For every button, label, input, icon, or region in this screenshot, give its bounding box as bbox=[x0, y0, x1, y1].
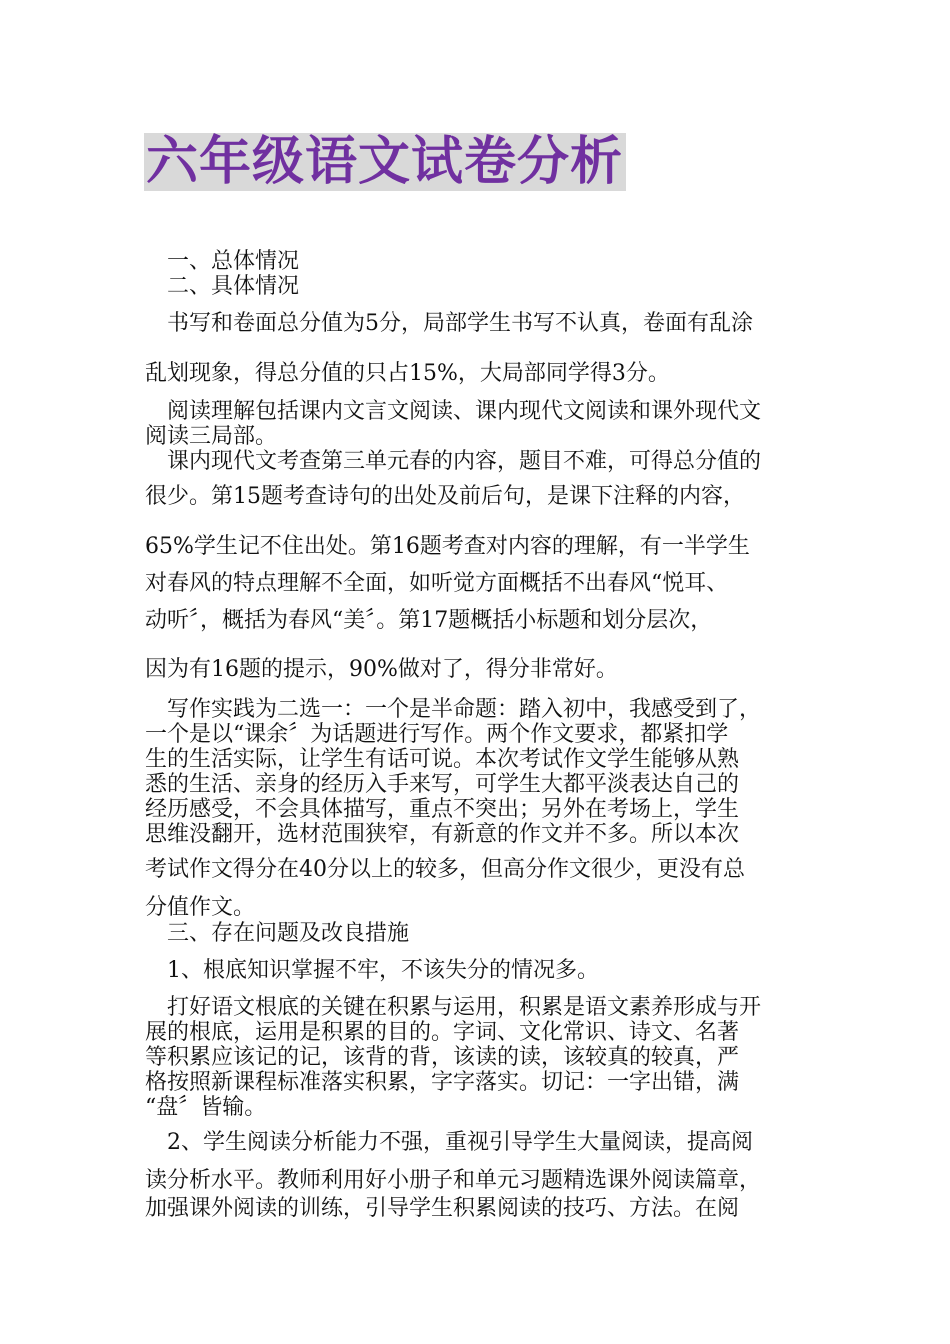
text-line: 思维没翻开，选材范围狭窄，有新意的作文并不多。所以本次 bbox=[145, 822, 740, 847]
text-line: 课内现代文考查第三单元春的内容，题目不难，可得总分值的 bbox=[145, 449, 762, 474]
text-line: 2、学生阅读分析能力不强，重视引导学生大量阅读，提高阅 bbox=[145, 1130, 753, 1155]
text-line: 经历感受，不会具体描写，重点不突出；另外在考场上，学生 bbox=[145, 797, 740, 822]
text-line: 等积累应该记的记，该背的背，该读的读，该较真的较真，严 bbox=[145, 1045, 740, 1070]
text-line: 考试作文得分在40分以上的较多，但高分作文很少，更没有总 bbox=[145, 857, 745, 882]
text-line: 动听〞，概括为春风“美〞。第17题概括小标题和划分层次， bbox=[145, 608, 713, 633]
text-line: 很少。第15题考查诗句的出处及前后句，是课下注释的内容， bbox=[145, 484, 745, 509]
text-line: 阅读三局部。 bbox=[145, 424, 278, 449]
text-line: 写作实践为二选一：一个是半命题：踏入初中，我感受到了， bbox=[145, 697, 762, 722]
text-line: 阅读理解包括课内文言文阅读、课内现代文阅读和课外现代文 bbox=[145, 399, 762, 424]
text-line: 打好语文根底的关键在积累与运用，积累是语文素养形成与开 bbox=[145, 995, 762, 1020]
text-line: 一、总体情况 bbox=[145, 249, 300, 274]
text-line: 展的根底，运用是积累的目的。字词、文化常识、诗文、名著 bbox=[145, 1020, 740, 1045]
text-line: 二、具体情况 bbox=[145, 274, 300, 299]
text-line: 读分析水平。教师利用好小册子和单元习题精选课外阅读篇章， bbox=[145, 1168, 762, 1193]
text-line: 一个是以“课余〞为话题进行写作。两个作文要求，都紧扣学 bbox=[145, 722, 729, 747]
text-line: 对春风的特点理解不全面，如听觉方面概括不出春风“悦耳、 bbox=[145, 571, 729, 596]
text-line: 格按照新课程标准落实积累，字字落实。切记：一字出错，满 bbox=[145, 1070, 740, 1095]
text-line: 因为有16题的提示，90%做对了，得分非常好。 bbox=[145, 657, 618, 682]
text-line: 悉的生活、亲身的经历入手来写，可学生大都平淡表达自己的 bbox=[145, 772, 740, 797]
text-line: 三、存在问题及改良措施 bbox=[145, 921, 410, 946]
text-line: 分值作文。 bbox=[145, 895, 256, 920]
text-line: 加强课外阅读的训练，引导学生积累阅读的技巧、方法。在阅 bbox=[145, 1196, 740, 1221]
text-line: 1、根底知识掌握不牢，不该失分的情况多。 bbox=[145, 958, 599, 983]
text-line: “盘〞皆输。 bbox=[145, 1095, 267, 1120]
document-title: 六年级语文试卷分析 bbox=[144, 133, 626, 191]
text-line: 乱划现象，得总分值的只占15%，大局部同学得3分。 bbox=[145, 361, 670, 386]
text-line: 65%学生记不住出处。第16题考查对内容的理解，有一半学生 bbox=[145, 534, 750, 559]
text-line: 书写和卷面总分值为5分，局部学生书写不认真，卷面有乱涂 bbox=[145, 311, 753, 336]
text-line: 生的生活实际，让学生有话可说。本次考试作文学生能够从熟 bbox=[145, 747, 740, 772]
